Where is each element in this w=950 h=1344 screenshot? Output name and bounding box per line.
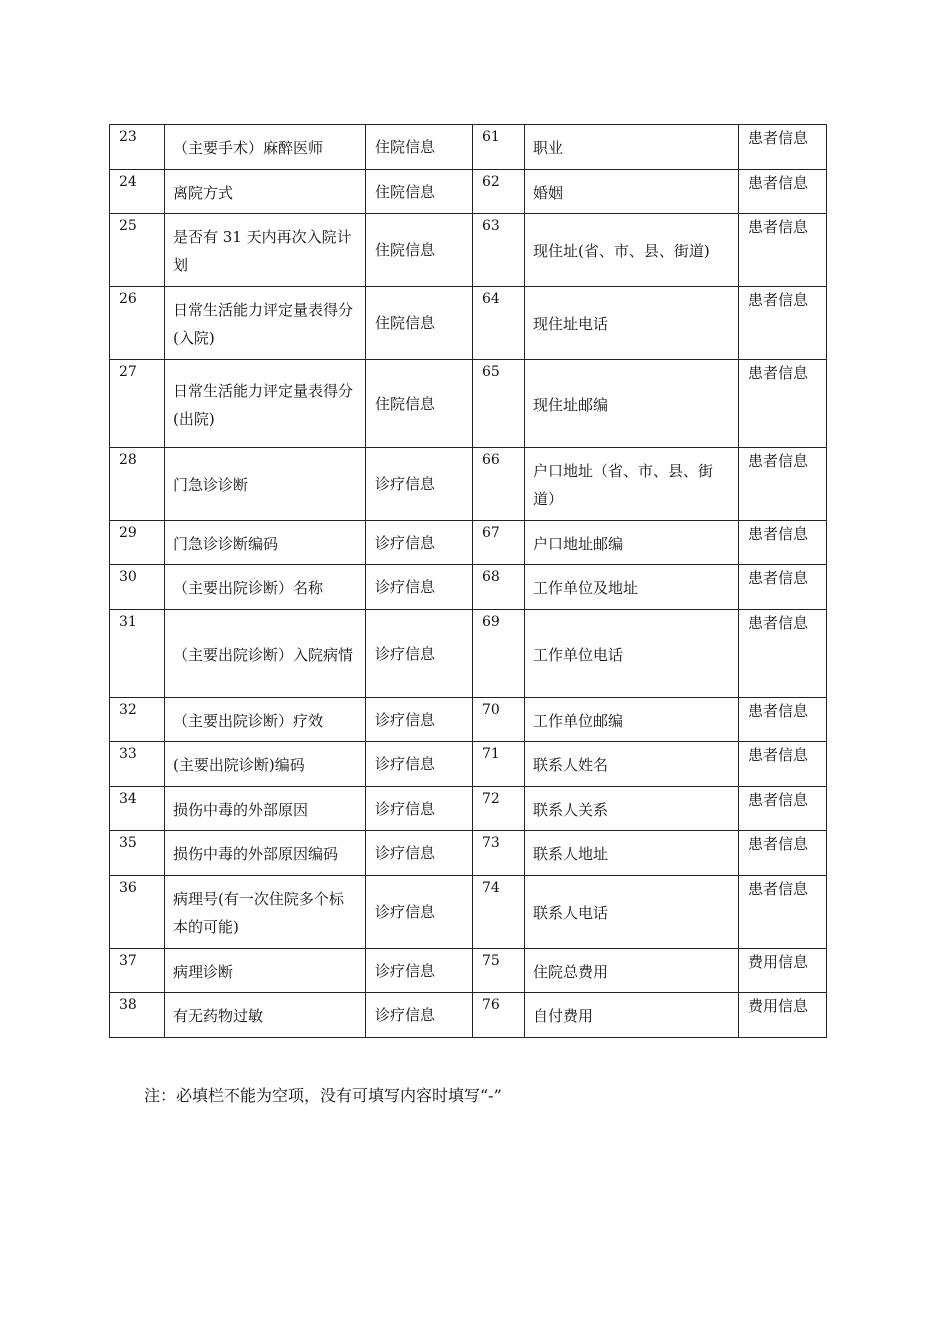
field-name: （主要出院诊断）名称 (165, 565, 366, 610)
table-row (110, 448, 827, 521)
table-row (110, 993, 827, 1038)
field-name: 损伤中毒的外部原因 (165, 787, 366, 831)
field-name: (主要出院诊断)编码 (165, 742, 366, 787)
field-category: 患者信息 (739, 214, 827, 287)
field-number: 70 (473, 698, 525, 742)
field-name: 现住址电话 (525, 287, 739, 360)
field-number: 68 (473, 565, 525, 610)
field-category: 住院信息 (366, 360, 473, 448)
field-name: 联系人电话 (525, 876, 739, 949)
field-category: 患者信息 (739, 831, 827, 876)
fields-table (109, 124, 827, 1038)
table-row (110, 610, 827, 698)
field-name: 户口地址邮编 (525, 521, 739, 565)
field-category: 患者信息 (739, 448, 827, 521)
field-name: （主要出院诊断）入院病情 (165, 610, 366, 698)
field-name: 门急诊诊断 (165, 448, 366, 521)
field-name: 户口地址（省、市、县、街道） (525, 448, 739, 521)
field-category: 诊疗信息 (366, 565, 473, 610)
field-number: 35 (110, 831, 165, 876)
field-category: 患者信息 (739, 125, 827, 170)
field-category: 费用信息 (739, 993, 827, 1038)
table-row (110, 831, 827, 876)
field-number: 26 (110, 287, 165, 360)
field-category: 患者信息 (739, 287, 827, 360)
field-name: 工作单位邮编 (525, 698, 739, 742)
field-name: 婚姻 (525, 170, 739, 214)
field-name: 日常生活能力评定量表得分(出院) (165, 360, 366, 448)
field-category: 诊疗信息 (366, 949, 473, 993)
table-row (110, 565, 827, 610)
field-number: 65 (473, 360, 525, 448)
field-number: 29 (110, 521, 165, 565)
table-row (110, 876, 827, 949)
table-row (110, 698, 827, 742)
field-category: 患者信息 (739, 565, 827, 610)
field-name: 病理号(有一次住院多个标本的可能) (165, 876, 366, 949)
field-name: 病理诊断 (165, 949, 366, 993)
field-number: 64 (473, 287, 525, 360)
field-number: 38 (110, 993, 165, 1038)
field-number: 62 (473, 170, 525, 214)
field-category: 诊疗信息 (366, 831, 473, 876)
fields-table-body (110, 125, 827, 1038)
field-name: 是否有 31 天内再次入院计划 (165, 214, 366, 287)
field-category: 诊疗信息 (366, 448, 473, 521)
field-category: 诊疗信息 (366, 521, 473, 565)
field-category: 诊疗信息 (366, 610, 473, 698)
field-number: 33 (110, 742, 165, 787)
field-number: 63 (473, 214, 525, 287)
field-category: 诊疗信息 (366, 993, 473, 1038)
table-row (110, 287, 827, 360)
field-name: 联系人地址 (525, 831, 739, 876)
field-category: 患者信息 (739, 742, 827, 787)
field-name: 日常生活能力评定量表得分(入院) (165, 287, 366, 360)
footnote: 注：必填栏不能为空项，没有可填写内容时填写“-” (144, 1086, 502, 1105)
table-row (110, 170, 827, 214)
field-category: 诊疗信息 (366, 876, 473, 949)
table-row (110, 949, 827, 993)
table-row (110, 742, 827, 787)
field-number: 69 (473, 610, 525, 698)
table-row (110, 214, 827, 287)
field-category: 患者信息 (739, 360, 827, 448)
field-category: 住院信息 (366, 170, 473, 214)
field-name: 职业 (525, 125, 739, 170)
field-name: 离院方式 (165, 170, 366, 214)
field-category: 患者信息 (739, 610, 827, 698)
field-number: 32 (110, 698, 165, 742)
field-category: 住院信息 (366, 287, 473, 360)
field-category: 住院信息 (366, 214, 473, 287)
field-number: 61 (473, 125, 525, 170)
field-number: 30 (110, 565, 165, 610)
field-category: 诊疗信息 (366, 742, 473, 787)
table-row (110, 521, 827, 565)
field-category: 诊疗信息 (366, 787, 473, 831)
field-number: 27 (110, 360, 165, 448)
field-name: 现住址邮编 (525, 360, 739, 448)
table-row (110, 360, 827, 448)
field-number: 76 (473, 993, 525, 1038)
field-category: 患者信息 (739, 698, 827, 742)
field-name: 有无药物过敏 (165, 993, 366, 1038)
field-number: 75 (473, 949, 525, 993)
field-number: 31 (110, 610, 165, 698)
field-name: 联系人姓名 (525, 742, 739, 787)
field-category: 患者信息 (739, 170, 827, 214)
field-name: 门急诊诊断编码 (165, 521, 366, 565)
field-number: 25 (110, 214, 165, 287)
field-category: 诊疗信息 (366, 698, 473, 742)
field-name: （主要手术）麻醉医师 (165, 125, 366, 170)
field-number: 36 (110, 876, 165, 949)
field-number: 74 (473, 876, 525, 949)
field-category: 费用信息 (739, 949, 827, 993)
field-name: 工作单位及地址 (525, 565, 739, 610)
field-number: 23 (110, 125, 165, 170)
field-number: 24 (110, 170, 165, 214)
field-number: 37 (110, 949, 165, 993)
field-number: 71 (473, 742, 525, 787)
field-category: 患者信息 (739, 876, 827, 949)
field-name: 工作单位电话 (525, 610, 739, 698)
field-number: 66 (473, 448, 525, 521)
field-number: 34 (110, 787, 165, 831)
field-category: 患者信息 (739, 787, 827, 831)
field-name: 现住址(省、市、县、街道) (525, 214, 739, 287)
table-row (110, 787, 827, 831)
field-category: 患者信息 (739, 521, 827, 565)
field-name: 住院总费用 (525, 949, 739, 993)
table-row (110, 125, 827, 170)
field-number: 72 (473, 787, 525, 831)
field-name: 联系人关系 (525, 787, 739, 831)
field-number: 73 (473, 831, 525, 876)
field-number: 67 (473, 521, 525, 565)
field-name: （主要出院诊断）疗效 (165, 698, 366, 742)
field-name: 自付费用 (525, 993, 739, 1038)
field-category: 住院信息 (366, 125, 473, 170)
field-number: 28 (110, 448, 165, 521)
field-name: 损伤中毒的外部原因编码 (165, 831, 366, 876)
